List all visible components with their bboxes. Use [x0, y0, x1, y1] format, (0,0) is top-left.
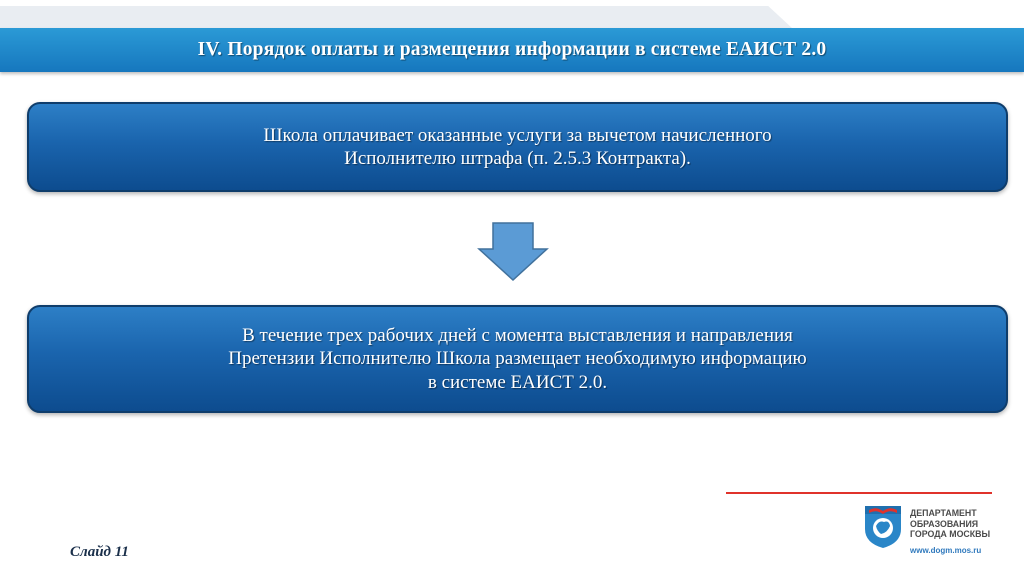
step-box-information: [27, 305, 1008, 413]
slide-title: IV. Порядок оплаты и размещения информации в системе ЕАИСТ 2.0: [197, 39, 827, 60]
step-text-line: в системе ЕАИСТ 2.0.: [427, 371, 608, 393]
header-bar: [0, 28, 1024, 72]
department-logo-icon: [862, 503, 904, 549]
footer-accent-line: [726, 492, 992, 494]
top-tab-decoration: [0, 6, 792, 28]
step-text-line: Претензии Исполнителю Школа размещает необходимую информацию: [228, 348, 807, 370]
step-text-line: Исполнителю штрафа (п. 2.5.3 Контракта).: [344, 148, 691, 169]
slide-number: Слайд 11: [70, 544, 129, 560]
department-name: ДЕПАРТАМЕНТ ОБРАЗОВАНИЯ ГОРОДА МОСКВЫ: [910, 508, 991, 539]
down-arrow-icon: [477, 222, 549, 282]
step-text-line: В течение трех рабочих дней с момента выставления и направления: [242, 324, 793, 346]
step-text-line: Школа оплачивает оказанные услуги за вычетом начисленного: [263, 124, 772, 146]
step-box-payment: [27, 102, 1008, 192]
website-link[interactable]: www.dogm.mos.ru: [910, 546, 982, 555]
